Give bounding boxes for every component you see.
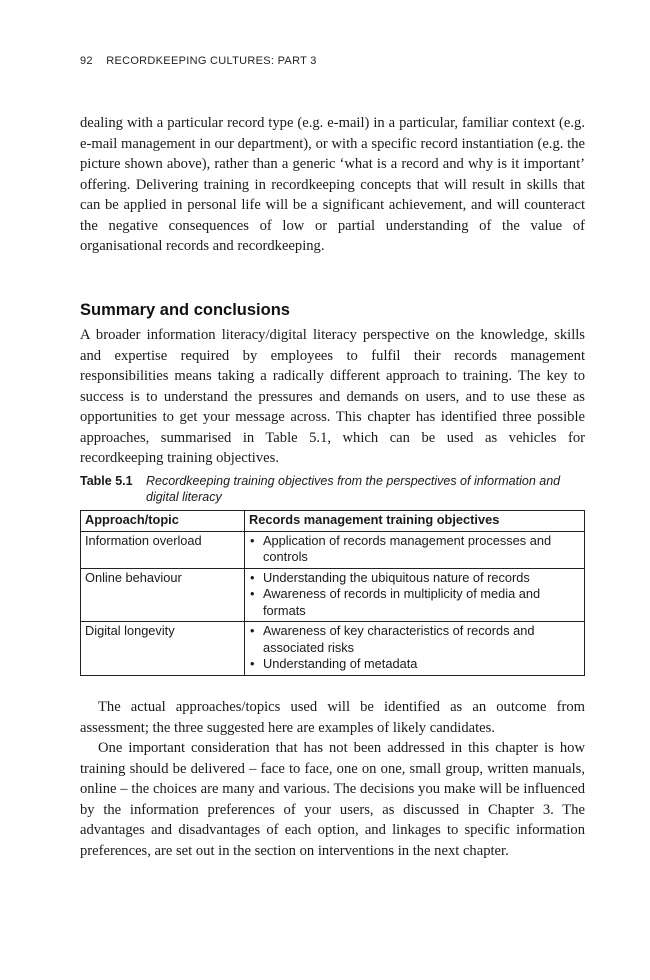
table-header-row bbox=[81, 511, 585, 532]
objective-item: • Awareness of records in multiplicity of media and formats bbox=[249, 586, 580, 619]
column-header-approach: Approach/topic bbox=[81, 511, 245, 532]
topic-cell: Digital longevity bbox=[81, 622, 245, 676]
objectives-list bbox=[249, 570, 580, 620]
objective-item: • Application of records management processes and controls bbox=[249, 533, 580, 566]
table-row bbox=[81, 531, 585, 568]
objectives-list bbox=[249, 623, 580, 673]
objectives-list bbox=[249, 533, 580, 566]
objective-item: • Awareness of key characteristics of records and associated risks bbox=[249, 623, 580, 656]
table-title: Recordkeeping training objectives from the perspectives of information and digital literacy bbox=[146, 474, 561, 504]
table-row bbox=[81, 568, 585, 622]
topic-cell: Online behaviour bbox=[81, 568, 245, 622]
page-number: 92 bbox=[80, 55, 93, 67]
objective-item: • Understanding of metadata bbox=[249, 656, 580, 673]
paragraph-continuation: dealing with a particular record type (e.g. e-mail) in a particular, familiar context (e.g. e-mail management in our department), or with a specific record instantiation (e.g. the picture shown above), rather than a generic ‘what is a record and why is it important’ offering. Delivering training in recordkeeping concepts that will result in skills that can be applied in personal life will be a significant achievement, and will counteract the negative consequences of low or partial understanding of the value of organisational records and recordkeeping. bbox=[80, 115, 585, 254]
objectives-cell bbox=[245, 622, 585, 676]
column-header-objectives: Records management training objectives bbox=[245, 511, 585, 532]
running-head bbox=[80, 55, 317, 67]
table-caption bbox=[80, 473, 585, 505]
objectives-cell bbox=[245, 531, 585, 568]
objective-item: • Understanding the ubiquitous nature of records bbox=[249, 570, 580, 587]
table-row bbox=[81, 622, 585, 676]
topic-cell: Information overload bbox=[81, 531, 245, 568]
paragraph-delivery: One important consideration that has not been addressed in this chapter is how training should be delivered – face to face, one on one, small group, written manuals, online – the choices are many and various. The decisions you make will be influenced by the information preferences of your users, as discussed in Chapter 3. The advantages and disadvantages of each option, and linkages to specific information preferences, are set out in the section on interventions in the next chapter. bbox=[80, 740, 585, 859]
paragraph-approaches: The actual approaches/topics used will be identified as an outcome from assessment; the three suggested here are examples of likely candidates. bbox=[80, 699, 585, 736]
objectives-table bbox=[80, 510, 585, 676]
section-heading: Summary and conclusions bbox=[80, 301, 290, 319]
objectives-cell bbox=[245, 568, 585, 622]
table-label: Table 5.1 bbox=[80, 474, 133, 488]
paragraph-summary: A broader information literacy/digital literacy perspective on the knowledge, skills and expertise required by employees to fulfil their records management responsibilities means taking a radically different approach to training. The key to success is to understand the pressures and demands on users, and to use these as opportunities to get your message across. This chapter has identified three possible approaches, summarised in Table 5.1, which can be used as vehicles for recordkeeping training objectives. bbox=[80, 327, 585, 466]
running-head-title: RECORDKEEPING CULTURES: PART 3 bbox=[106, 55, 317, 67]
